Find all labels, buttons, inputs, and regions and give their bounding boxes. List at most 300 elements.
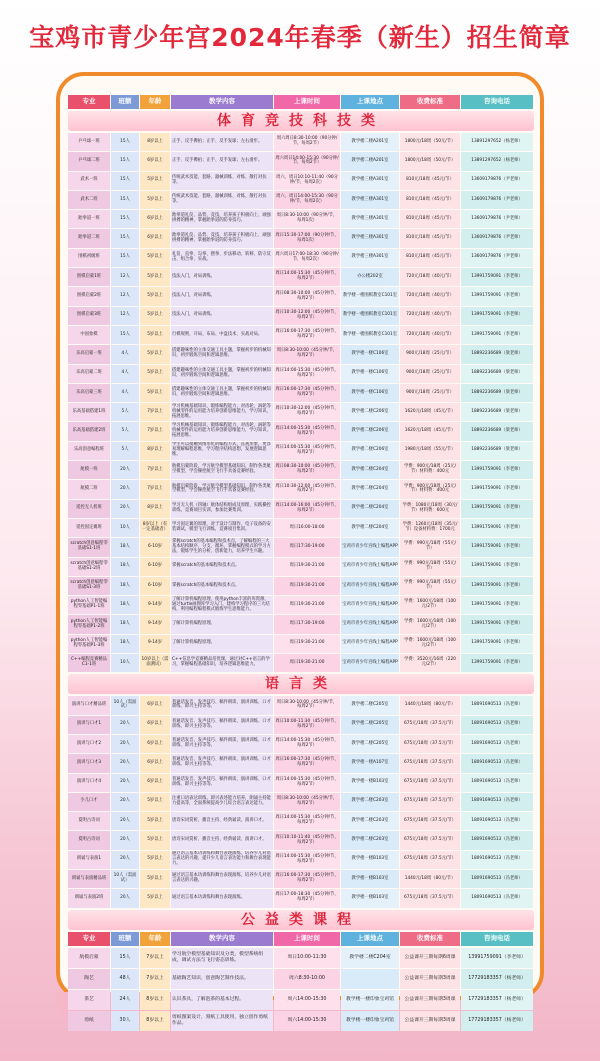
time-cell: 周六周日8:30-10:00（90分钟/节，每周2节） (274, 133, 340, 151)
table-row (68, 870, 534, 888)
time-cell: 周日8:30-10:00（45分钟/节，每周2节） (274, 696, 340, 714)
column-header: 上课时间 (274, 932, 340, 946)
size-cell: 4人 (111, 384, 139, 402)
major-cell: 茶艺 (68, 990, 110, 1010)
place-cell: 教学楼二楼C204室 (341, 519, 399, 537)
place-cell: 教学楼三楼A301室 (341, 210, 399, 228)
content-cell: 传统武术技能、套路、器械训练、对练、散打对抗等。 (171, 172, 273, 190)
section-title-language: 语言类 (68, 674, 534, 694)
size-cell: 18人 (111, 596, 139, 614)
size-cell: 15人 (111, 191, 139, 209)
age-cell: 6岁以上 (140, 754, 170, 772)
column-header: 咨询电话 (461, 95, 533, 109)
phone-cell: 13991759091（李老师） (461, 577, 533, 595)
phone-cell: 13991759091（李老师） (461, 480, 533, 498)
age-cell: 5岁以上 (140, 345, 170, 363)
time-cell: 周日8:30-10:00（90分钟/节，每周1次） (274, 210, 340, 228)
content-cell: 行棋规则、开局、布局、中盘技术、实战对局。 (171, 326, 273, 344)
fee-cell: 学费：990元/18周（55元/节） (400, 558, 460, 576)
phone-cell: 18091690513（冯老师） (461, 696, 533, 714)
phone-cell: 13609179876（尹老师） (461, 210, 533, 228)
table-row (68, 229, 534, 247)
size-cell: 15人 (111, 229, 139, 247)
content-cell: 普通话发音、发声技巧、稿件朗读、演讲训练、口才训练、即兴主持等等。 (171, 774, 273, 792)
phone-cell: 13991759091（李老师） (461, 558, 533, 576)
time-cell: 周日19:30-21:00 (274, 577, 340, 595)
place-cell: 宝鸡市青少年宫线上编程APP (341, 558, 399, 576)
table-row (68, 716, 534, 734)
place-cell: 教学楼二楼C203室 (341, 831, 399, 849)
major-cell: 跆拳道一班 (68, 210, 110, 228)
phone-cell: 18091690513（冯老师） (461, 889, 533, 907)
phone-cell: 13991759091（李老师） (461, 268, 533, 286)
phone-cell: 17729183357（杨老师） (461, 969, 533, 989)
fee-cell: 学费：1600元/18周（100元/2节） (400, 596, 460, 614)
content-cell: 航模启蒙阶段，学习航空模型基础知识，制作各类航空模型，学会操控航空飞行手具备竞赛经验。 (171, 480, 273, 498)
phone-cell: 13991759091（李老师） (461, 596, 533, 614)
major-cell: 夏明古诗词 (68, 812, 110, 830)
phone-cell: 13991759091（李老师） (461, 654, 533, 672)
fee-cell: 900元/18周（25元/节） (400, 345, 460, 363)
fee-cell: 学费：1600元/18周（100元/2节） (400, 615, 460, 633)
time-cell: 周六14:00-15:30 (274, 990, 340, 1010)
time-cell: 周日10:30-12:00（45分钟/节，每周2节） (274, 403, 340, 421)
age-cell: 7岁以上 (140, 480, 170, 498)
phone-cell: 13609179876（尹老师） (461, 172, 533, 190)
column-header: 收费标准 (400, 932, 460, 946)
size-cell: 4人 (111, 365, 139, 383)
time-cell: 周日19:30-21:00 (274, 635, 340, 653)
content-cell: 传统武术技能、套路、器械训练、对练、散打对抗等。 (171, 191, 273, 209)
table-row (68, 133, 534, 151)
place-cell: 教学楼三楼A301室 (341, 249, 399, 267)
phone-cell: 18091690513（冯老师） (461, 716, 533, 734)
fee-cell: 810元/18周（45元/节） (400, 210, 460, 228)
place-cell: 宝鸡市青少年宫线上编程APP (341, 635, 399, 653)
phone-cell: 13991759091（李老师） (461, 500, 533, 518)
place-cell: 教学楼一楼B103室 (341, 870, 399, 888)
major-cell: 陶艺 (68, 969, 110, 989)
content-cell: 跆拳道礼仪、品势、竞技，培养孩子积极向上、顽强拼搏的精神，掌握跆拳道的防身技巧。 (171, 210, 273, 228)
time-cell: 周日14:00-15:30（45分钟/节，每周2节） (274, 774, 340, 792)
place-cell: 教学楼一楼C106室 (341, 384, 399, 402)
phone-cell: 18091690513（冯老师） (461, 793, 533, 811)
age-cell: 7岁以上 (140, 948, 170, 968)
content-cell: 技法入门，对局训练。 (171, 307, 273, 325)
time-cell: 周日16:00-18:00 (274, 519, 340, 537)
age-cell: 8岁以上（有一定基础者） (140, 519, 170, 537)
phone-cell: 13991759091（李老师） (461, 615, 533, 633)
phone-cell: 13991759091（李老师） (461, 461, 533, 479)
age-cell: 5岁以上 (140, 384, 170, 402)
table-row (68, 345, 534, 363)
phone-cell: 13891297652（杨老师） (461, 152, 533, 170)
size-cell: 12人 (111, 268, 139, 286)
table-row (68, 1011, 534, 1031)
content-cell: C++信息学竞赛精品培优课，通过对C++语言的学习，掌握编程基础知识，培养逻辑思维能力。 (171, 654, 273, 672)
fee-cell: 学费：900元/18周（25元/节）材料费：400元 (400, 480, 460, 498)
content-cell: 掌握scratch的基本编程和技术点。 (171, 558, 273, 576)
place-cell: 教学楼二楼C204室 (341, 480, 399, 498)
column-header: 上课地点 (341, 932, 399, 946)
content-cell: 通过语言基本功训练和舞台表现演练，培养少儿对语言表达的兴趣。 (171, 870, 273, 888)
content-cell: 正手、反手撵拍；正手、反手发球；左右滑步。 (171, 152, 273, 170)
phone-cell: 18892236689（梁老师） (461, 384, 533, 402)
table-row (68, 287, 534, 305)
place-cell: 教学楼二楼A201室 (341, 133, 399, 151)
age-cell: 5岁以上 (140, 326, 170, 344)
phone-cell: 18892236689（梁老师） (461, 422, 533, 440)
major-cell: 乐高启蒙三班 (68, 384, 110, 402)
size-cell: 20人 (111, 831, 139, 849)
size-cell: 15人 (111, 172, 139, 190)
fee-cell: 1620元/18周（45元/节） (400, 422, 460, 440)
size-cell: 12人 (111, 307, 139, 325)
content-cell: 基础陶艺知识、创意陶艺制作技法。 (171, 969, 273, 989)
major-cell: 朗诵与表演精品班 (68, 870, 110, 888)
place-cell: 教学楼二楼C204室 (341, 500, 399, 518)
age-cell: 9-14岁 (140, 615, 170, 633)
age-cell: 5岁以上 (140, 268, 170, 286)
size-cell: 20人 (111, 793, 139, 811)
major-cell: 乐高基础搭建2班 (68, 422, 110, 440)
fee-cell: 675元/18周（37.5元/节） (400, 774, 460, 792)
fee-cell: 学费：990元/18周（55元/节） (400, 538, 460, 556)
place-cell: 教学楼二楼C206室 (341, 403, 399, 421)
content-cell: 了解计算机编程原理。 (171, 615, 273, 633)
major-cell: python人工智能编程零基础P1-3班 (68, 635, 110, 653)
size-cell: 20人 (111, 716, 139, 734)
content-cell: 普通话发音、发声技巧、稿件朗读、演讲训练、口才训练、即兴主持等等。 (171, 735, 273, 753)
content-cell: 普通话发音、发声技巧、稿件朗读、演讲训练、口才训练、即兴主持等等。 (171, 754, 273, 772)
age-cell: 7岁以上 (140, 461, 170, 479)
time-cell: 周日16:00-17:30（45分钟/节，每周2节） (274, 870, 340, 888)
place-cell (341, 969, 399, 989)
place-cell: 教学楼二楼C204室 (341, 461, 399, 479)
fee-cell: 675元/18周（37.5元/节） (400, 831, 460, 849)
major-cell: 遥控固定翼班 (68, 519, 110, 537)
time-cell: 周日14:00-15:30（45分钟/节，每周2节） (274, 268, 340, 286)
size-cell: 10人 (111, 519, 139, 537)
column-header: 班额 (111, 932, 139, 946)
content-cell: 通过语言基本功训练和舞台表现演练，培养少儿对语言表达的兴趣，提升少儿语言表达能力和舞台表现能力。 (171, 851, 273, 869)
column-header: 上课时间 (274, 95, 340, 109)
column-header: 收费标准 (400, 95, 460, 109)
fee-cell: 720元/18周（40元/节） (400, 268, 460, 286)
size-cell: 15人 (111, 948, 139, 968)
fee-cell: 公益课开三期每期6周课 (400, 948, 460, 968)
major-cell: 围棋启蒙2班 (68, 287, 110, 305)
size-cell: 18人 (111, 538, 139, 556)
table-row (68, 754, 534, 772)
table-row (68, 461, 534, 479)
page-title: 宝鸡市青少年宫2024年春季（新生）招生简章 (29, 23, 571, 52)
place-cell: 教学楼二楼C203室 (341, 793, 399, 811)
place-cell: 宝鸡市青少年宫线上编程APP (341, 596, 399, 614)
size-cell: 20人 (111, 735, 139, 753)
age-cell: 8岁以上 (140, 133, 170, 151)
size-cell: 15人 (111, 210, 139, 228)
content-cell: 搭建趣味性的立体交通工具主题，掌握初步的机械知识，初步锻炼空间和逻辑思维。 (171, 345, 273, 363)
table-row (68, 249, 534, 267)
fee-cell: 675元/18周（37.5元/节） (400, 889, 460, 907)
size-cell: 12人 (111, 287, 139, 305)
time-cell: 周日17:30-19:00 (274, 615, 340, 633)
major-cell: python人工智能编程零基础P1-2班 (68, 615, 110, 633)
content-cell: 礼仪、直拳、勾拳、摆拳、步法移动、转移、防守反击、组合拳、实战。 (171, 249, 273, 267)
time-cell: 周日16:00-17:30（45分钟/节，每周2节） (274, 384, 340, 402)
size-cell: 18人 (111, 635, 139, 653)
time-cell: 周六周日17:00-18:30（90分钟/节，每周2次） (274, 249, 340, 267)
size-cell: 15人 (111, 249, 139, 267)
table-row (68, 422, 534, 440)
major-cell: 武术一班 (68, 172, 110, 190)
table-row (68, 654, 534, 672)
phone-cell: 18091690513（冯老师） (461, 774, 533, 792)
fee-cell: 675元/18周（37.5元/节） (400, 851, 460, 869)
time-cell: 周日14:00-15:30（45分钟/节，每周2节） (274, 735, 340, 753)
size-cell: 10人（需面试） (111, 870, 139, 888)
major-cell: 航模二班 (68, 480, 110, 498)
age-cell: 8岁以上 (140, 1011, 170, 1031)
time-cell: 周六周日14:00-15:30（90分钟/节，每周2节） (274, 152, 340, 170)
time-cell: 周日08:30-10:00（45分钟/节，每周2节） (274, 461, 340, 479)
major-cell: 演讲与口才2 (68, 735, 110, 753)
table-row (68, 442, 534, 460)
phone-cell: 13991759091（李老师） (461, 519, 533, 537)
major-cell: 围棋启蒙3班 (68, 307, 110, 325)
fee-cell: 810元/18周（45元/节） (400, 249, 460, 267)
age-cell: 5岁以上 (140, 889, 170, 907)
major-cell: 乐高启蒙二班 (68, 365, 110, 383)
size-cell: 10人（需面试） (111, 696, 139, 714)
size-cell: 15人 (111, 152, 139, 170)
place-cell: 宝鸡市青少年宫线上编程APP (341, 654, 399, 672)
table-row (68, 384, 534, 402)
major-cell: 围棋初级班 (68, 249, 110, 267)
size-cell: 20人 (111, 812, 139, 830)
place-cell: 教学楼二楼C205室 (341, 696, 399, 714)
table-row (68, 990, 534, 1010)
time-cell: 周日19:30-21:00 (274, 596, 340, 614)
fee-cell: 公益课开三期每期3周课 (400, 1011, 460, 1031)
table-row (68, 365, 534, 383)
table-row (68, 635, 534, 653)
table-row (68, 851, 534, 869)
phone-cell: 13891297652（杨老师） (461, 133, 533, 151)
fee-cell: 1440元/18周（80元/节） (400, 870, 460, 888)
column-header: 咨询电话 (461, 932, 533, 946)
age-cell: 10岁以上（需面测试） (140, 654, 170, 672)
size-cell: 4人 (111, 345, 139, 363)
age-cell: 5岁以上 (140, 831, 170, 849)
place-cell: 宝鸡市青少年宫线上编程APP (341, 538, 399, 556)
column-header: 上课地点 (341, 95, 399, 109)
fee-cell: 1440元/18周（80元/节） (400, 696, 460, 714)
time-cell: 周日10:00-11:30（45分钟/节，每周2节） (274, 716, 340, 734)
fee-cell: 810元/18周（45元/节） (400, 229, 460, 247)
place-cell: 教学楼二楼C203室 (341, 812, 399, 830)
fee-cell: 1800元/18周（50元/节） (400, 133, 460, 151)
major-cell: 跆拳道二班 (68, 229, 110, 247)
time-cell: 周日17:30-19:00 (274, 538, 340, 556)
major-cell: 剪纸 (68, 1011, 110, 1031)
content-cell: 学习无人机（四轴）航体结构组成及原理，实践操控训练，竞赛项目实训，参加比赛集训。 (171, 500, 273, 518)
table-row (68, 307, 534, 325)
fee-cell: 720元/18周（40元/节） (400, 326, 460, 344)
time-cell: 周日19:30-21:00 (274, 654, 340, 672)
time-cell: 周日16:00-17:30（45分钟/节，每周2节） (274, 754, 340, 772)
place-cell: 教学楼二楼C206室 (341, 442, 399, 460)
time-cell: 周六8:30-10:00 (274, 969, 340, 989)
time-cell: 周日16:00-17:30（45分钟/节，每周2节） (274, 326, 340, 344)
fee-cell: 810元/18周（45元/节） (400, 172, 460, 190)
major-cell: scratch创意编程零基础S1-2班 (68, 558, 110, 576)
column-header: 专业 (68, 932, 110, 946)
major-cell: 航模启蒙 (68, 948, 110, 968)
major-cell: scratch创意编程零基础S1-3班 (68, 577, 110, 595)
size-cell: 20人 (111, 480, 139, 498)
size-cell: 20人 (111, 774, 139, 792)
major-cell: 围棋启蒙1班 (68, 268, 110, 286)
place-cell: 教学楼一楼A107室 (341, 754, 399, 772)
table-row (68, 577, 534, 595)
major-cell: 乒乓球一班 (68, 133, 110, 151)
place-cell: 宝鸡市青少年宫线上编程APP (341, 577, 399, 595)
content-cell: 普通话发音、发声技巧、稿件朗读、演讲训练、口才训练、即兴主持等等。 (171, 696, 273, 714)
place-cell: 教学楼一楼围棋教室C101室 (341, 307, 399, 325)
major-cell: scratch创意编程零基础S1-1班 (68, 538, 110, 556)
age-cell: 6岁以上 (140, 696, 170, 714)
content-cell: 唐诗宋词赏析、播音主持、经典诵读、演讲口才。 (171, 831, 273, 849)
size-cell: 5人 (111, 403, 139, 421)
content-cell: 剪纸图案设计，刻纸工具使用，独立创作剪纸作品。 (171, 1011, 273, 1031)
content-cell: 技法入门，对局训练。 (171, 287, 273, 305)
place-cell: 教学楼一楼B103室 (341, 851, 399, 869)
size-cell: 20人 (111, 461, 139, 479)
age-cell: 7岁以上 (140, 969, 170, 989)
fee-cell: 学费：1600元/18周（100元/2节） (400, 635, 460, 653)
phone-cell: 18091690513（冯老师） (461, 754, 533, 772)
size-cell: 20人 (111, 754, 139, 772)
phone-cell: 13609179876（尹老师） (461, 249, 533, 267)
fee-cell: 公益课开三期每期3周课 (400, 969, 460, 989)
phone-cell: 13991759091（李老师） (461, 948, 533, 968)
phone-cell: 18091690513（冯老师） (461, 812, 533, 830)
phone-cell: 13609179876（尹老师） (461, 229, 533, 247)
time-cell: 周六、周日10:10-11:40（90分钟/节，每周2次） (274, 172, 340, 190)
major-cell: 乒乓球二班 (68, 152, 110, 170)
section-title-sports: 体育竞技科技类 (68, 111, 534, 131)
time-cell: 周日19:30-21:00 (274, 558, 340, 576)
table-row (68, 480, 534, 498)
table-row (68, 831, 534, 849)
size-cell: 20人 (111, 889, 139, 907)
size-cell: 18人 (111, 558, 139, 576)
major-cell: 演讲与口才精品班 (68, 696, 110, 714)
table-row (68, 735, 534, 753)
content-cell: 注重口语表达训练，即兴表述能力培养，朗诵主持能力提高等，全面系统提高少儿综合语言表达能力。 (171, 793, 273, 811)
phone-cell: 17729183357（杨老师） (461, 1011, 533, 1031)
size-cell: 18人 (111, 577, 139, 595)
major-cell: 中国象棋 (68, 326, 110, 344)
place-cell: 教学楼一楼C106室 (341, 345, 399, 363)
time-cell: 周日08:30-10:00（45分钟/节，每周2节） (274, 287, 340, 305)
place-cell: 教学楼二楼C206室 (341, 422, 399, 440)
age-cell: 6岁以上 (140, 716, 170, 734)
table-row (68, 969, 534, 989)
content-cell: 学习机械基础知识，锻炼编程能力、对齿轮、涡轮等机械零件的运用能力培养创新思维能力，学习知识，拓展思维。 (171, 422, 273, 440)
phone-cell: 18892236689（梁老师） (461, 345, 533, 363)
time-cell: 周日14:00-15:30（45分钟/节，每周2节） (274, 442, 340, 460)
time-cell: 周日10:30-12:00（45分钟/节，每周2节） (274, 307, 340, 325)
time-cell: 周日14:00-15:30（45分钟/节，每周2节） (274, 812, 340, 830)
phone-cell: 18091690513（冯老师） (461, 831, 533, 849)
column-header: 专业 (68, 95, 110, 109)
age-cell: 6-10岁 (140, 538, 170, 556)
age-cell: 6岁以上 (140, 774, 170, 792)
content-cell: 掌握scratch的基本编程和技术点，了解编程的三大基本结构顺序、分支、循环，掌握编程模式的学习方法，锻炼学生的分析、创新能力，培养学生兴趣。 (171, 538, 273, 556)
age-cell: 7岁以上 (140, 422, 170, 440)
column-header: 班额 (111, 95, 139, 109)
age-cell: 9-14岁 (140, 635, 170, 653)
time-cell: 周六、周日14:00-15:30（90分钟/节，每周2次） (274, 191, 340, 209)
phone-cell: 13609179876（尹老师） (461, 191, 533, 209)
content-cell: 学习机械基础知识，锻炼编程能力、对齿轮、涡轮等机械零件的运用能力培养创新思维能力，学习知识，拓展思维。 (171, 403, 273, 421)
schedule-table (68, 95, 534, 1032)
fee-cell: 675元/18周（37.5元/节） (400, 716, 460, 734)
major-cell: 少儿口才 (68, 793, 110, 811)
major-cell: 乐高创意编程班 (68, 442, 110, 460)
age-cell: 5岁以上 (140, 191, 170, 209)
table-row (68, 793, 534, 811)
content-cell: 普通话发音、发声技巧、稿件朗读、演讲训练、口才训练、即兴主持等等。 (171, 716, 273, 734)
place-cell: 教学楼一楼C106室 (341, 365, 399, 383)
place-cell: 教学楼一楼B103室 (341, 889, 399, 907)
major-cell: 演讲与口才3 (68, 754, 110, 772)
major-cell: 乐高启蒙一班 (68, 345, 110, 363)
major-cell: 夏明古诗词 (68, 831, 110, 849)
age-cell: 6岁以上 (140, 229, 170, 247)
table-row (68, 326, 534, 344)
time-cell: 周日14:00-16:00（45分钟/节，每周2节） (274, 500, 340, 518)
size-cell: 15人 (111, 326, 139, 344)
size-cell: 20人 (111, 851, 139, 869)
content-cell: 学习固定翼的原理，对于设计与制作，电子设备的安装调试，模型飞行训练，竞赛项目集训。 (171, 519, 273, 537)
phone-cell: 13991759091（李老师） (461, 326, 533, 344)
fee-cell: 学费：900元/18周（25元/节）材料费：400元 (400, 461, 460, 479)
content-cell: 航模启蒙阶段，学习航空模型基础知识，制作各类航空模型，学会操控航空飞行手具备竞赛经验。 (171, 461, 273, 479)
fee-cell: 675元/18周（37.5元/节） (400, 735, 460, 753)
place-cell: 办公楼202室 (341, 268, 399, 286)
place-cell: 教学楼一楼B103室 (341, 774, 399, 792)
size-cell: 18人 (111, 615, 139, 633)
size-cell: 30人 (111, 1011, 139, 1031)
content-cell: 通过语言基本功训练和舞台表现演练。 (171, 889, 273, 907)
content-cell: 学生可以接触到图形化的编程方式，直观形象，更容易理解编程思维，学习程序结构思想，发展逻辑思维。 (171, 442, 273, 460)
size-cell: 10人 (111, 654, 139, 672)
table-row (68, 500, 534, 518)
table-row (68, 538, 534, 556)
phone-cell: 13991759091（李老师） (461, 287, 533, 305)
place-cell: 教学楼二楼C205室 (341, 735, 399, 753)
age-cell: 5岁以上 (140, 851, 170, 869)
table-row (68, 696, 534, 714)
fee-cell: 学费：990元/18周（55元/节） (400, 577, 460, 595)
phone-cell: 18091690513（冯老师） (461, 870, 533, 888)
fee-cell: 810元/18周（45元/节） (400, 191, 460, 209)
table-row (68, 210, 534, 228)
